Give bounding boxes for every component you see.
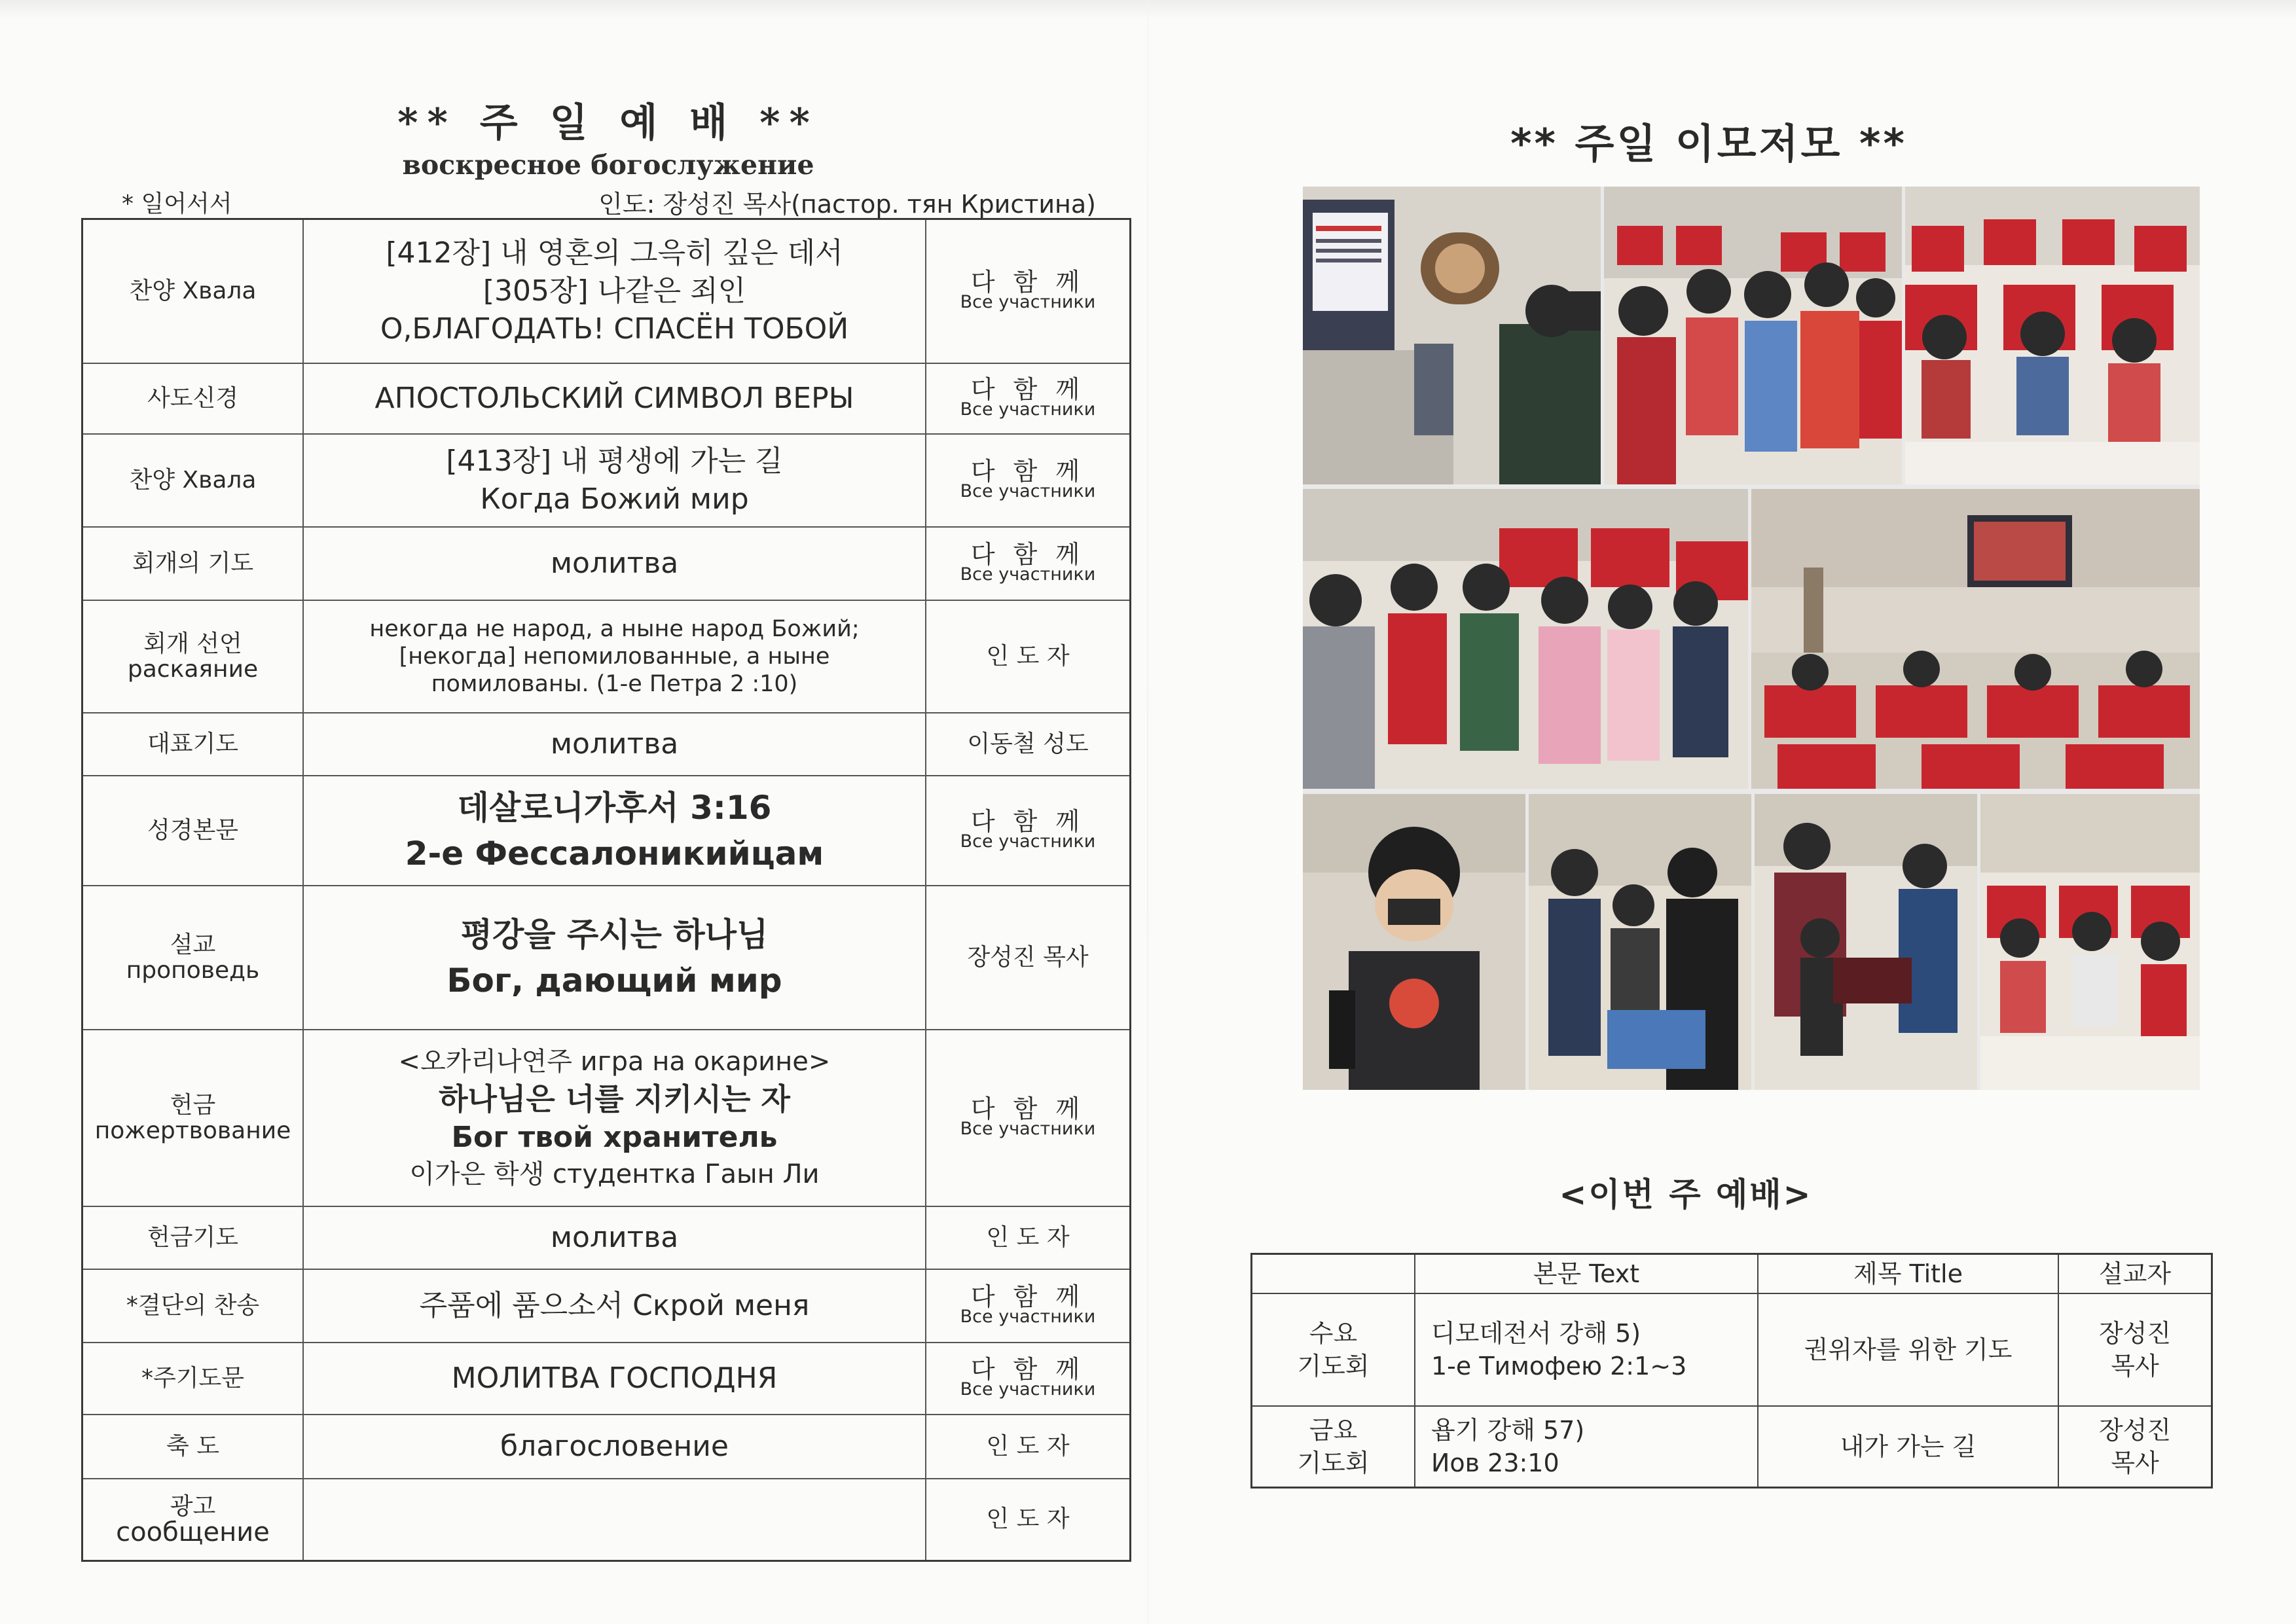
table-row bbox=[82, 600, 1131, 713]
header-cell: 본문 Text bbox=[1415, 1254, 1758, 1294]
table-row bbox=[82, 1343, 1131, 1415]
leader-cell: 인 도 자 bbox=[926, 1415, 1131, 1479]
leader-cell: 인 도 자 bbox=[926, 600, 1131, 713]
this-week-title: <이번 주 예배> bbox=[1559, 1176, 1813, 1214]
photo-kids-standing bbox=[1604, 187, 1902, 484]
part-cell: 헌금기도 bbox=[82, 1206, 304, 1269]
leader-cell: 장성진 목사 bbox=[926, 886, 1131, 1030]
preacher-cell: 장성진 목사 bbox=[2058, 1293, 2212, 1406]
content-cell: молитва bbox=[303, 527, 926, 600]
service-cell: 금요 기도회 bbox=[1252, 1406, 1415, 1487]
photo-boy-microphone bbox=[1303, 794, 1525, 1090]
photo-collage bbox=[1303, 187, 2200, 1090]
table-header-row bbox=[1252, 1254, 2212, 1294]
part-cell: 광고 сообщение bbox=[82, 1479, 304, 1561]
leader-note: 인도: 장성진 목사(пастор. тян Кристина) bbox=[598, 190, 1096, 219]
part-cell: 축 도 bbox=[82, 1415, 304, 1479]
header-cell bbox=[1252, 1254, 1415, 1294]
content-cell: АПОСТОЛЬСКИЙ СИМВОЛ ВЕРЫ bbox=[303, 363, 926, 434]
table-row bbox=[82, 219, 1131, 363]
leader-cell: 이동철 성도 bbox=[926, 713, 1131, 776]
photo-kids-seated bbox=[1905, 187, 2200, 484]
title-cell: 권위자를 위한 기도 bbox=[1758, 1293, 2058, 1406]
part-cell: 회개의 기도 bbox=[82, 527, 304, 600]
leader-cell: 다 함 께 Все участники bbox=[926, 363, 1131, 434]
table-row bbox=[1252, 1293, 2212, 1406]
leader-cell: 인 도 자 bbox=[926, 1206, 1131, 1269]
content-cell: молитва bbox=[303, 1206, 926, 1269]
leader-cell: 다 함 께 Все участники bbox=[926, 1343, 1131, 1415]
leader-cell: 인 도 자 bbox=[986, 1506, 1070, 1533]
table-row bbox=[1252, 1406, 2212, 1487]
table-row bbox=[82, 776, 1131, 886]
photo-offering-box bbox=[1529, 794, 1751, 1090]
leader-cell: 다 함 께 Все участники bbox=[926, 776, 1131, 886]
leader-cell: 다 함 께 Все участники bbox=[926, 527, 1131, 600]
content-cell: 주품에 품으소서 Скрой меня bbox=[303, 1269, 926, 1343]
stand-note: * 일어서서 bbox=[122, 190, 232, 217]
center-fold bbox=[1147, 0, 1148, 1624]
content-cell: 데살로니가후서 3:16 2-е Фессалоникийцам bbox=[303, 776, 926, 886]
header-cell: 설교자 bbox=[2058, 1254, 2212, 1294]
worship-subtitle: воскресное богослужение bbox=[402, 149, 814, 181]
table-row bbox=[82, 1206, 1131, 1269]
part-cell: 찬양 Хвала bbox=[82, 434, 304, 527]
table-row bbox=[82, 527, 1131, 600]
content-cell bbox=[303, 1479, 926, 1561]
photo-tv-room bbox=[1303, 187, 1601, 484]
content-cell: [412장] 내 영혼의 그윽히 깊은 데서 [305장] 나같은 죄인 О,БЛАГОДАТЬ! СПАСЁН ТОБОЙ bbox=[303, 219, 926, 363]
content-cell: некогда не народ, а ныне народ Божий; [некогда] непомилованные, а ныне помилованы. (1-е Петра 2 :10) bbox=[303, 600, 926, 713]
preacher-cell: 장성진 목사 bbox=[2058, 1406, 2212, 1487]
photo-watching-screen bbox=[1751, 489, 2200, 789]
photo-hand-motions bbox=[1303, 489, 1748, 789]
content-cell: 평강을 주시는 하나님 Бог, дающий мир bbox=[303, 886, 926, 1030]
photo-seated-audience bbox=[1980, 794, 2200, 1090]
photo-kids-with-box bbox=[1755, 794, 1977, 1090]
text-cell: 디모데전서 강해 5) 1-е Тимофею 2:1~3 bbox=[1415, 1293, 1758, 1406]
part-cell: *주기도문 bbox=[82, 1343, 304, 1415]
part-cell: *결단의 찬송 bbox=[82, 1269, 304, 1343]
weekly-services-table bbox=[1250, 1253, 2213, 1489]
part-cell: 대표기도 bbox=[82, 713, 304, 776]
table-row bbox=[82, 1269, 1131, 1343]
table-row bbox=[82, 434, 1131, 527]
news-title: ** 주일 이모저모 ** bbox=[1510, 120, 1907, 168]
leader-cell: 다 함 께 Все участники bbox=[926, 434, 1131, 527]
content-cell: <오카리나연주 игра на окарине> 하나님은 너를 지키시는 자 Бог твой хранитель 이가은 학생 студентка Гаын Ли bbox=[303, 1030, 926, 1206]
leader-cell: 다 함 께 Все участники bbox=[926, 1269, 1131, 1343]
content-cell: благословение bbox=[303, 1415, 926, 1479]
leader-cell: 다 함 께 Все участники bbox=[926, 219, 1131, 363]
part-cell: 찬양 Хвала bbox=[82, 219, 304, 363]
worship-title: ** 주 일 예 배 ** bbox=[397, 100, 819, 146]
table-row bbox=[82, 1030, 1131, 1206]
text-cell: 욥기 강해 57) Иов 23:10 bbox=[1415, 1406, 1758, 1487]
leader-cell: 다 함 께 Все участники bbox=[926, 1030, 1131, 1206]
table-row bbox=[82, 1479, 1131, 1561]
header-cell: 제목 Title bbox=[1758, 1254, 2058, 1294]
part-cell: 회개 선언 раскаяние bbox=[82, 600, 304, 713]
content-cell: МОЛИТВА ГОСПОДНЯ bbox=[303, 1343, 926, 1415]
part-cell: 성경본문 bbox=[82, 776, 304, 886]
title-cell: 내가 가는 길 bbox=[1758, 1406, 2058, 1487]
part-cell: 설교 проповедь bbox=[82, 886, 304, 1030]
order-of-service-table bbox=[81, 218, 1131, 1562]
part-cell: 사도신경 bbox=[82, 363, 304, 434]
table-row bbox=[82, 713, 1131, 776]
table-row bbox=[82, 363, 1131, 434]
part-cell: 헌금 пожертвование bbox=[82, 1030, 304, 1206]
service-cell: 수요 기도회 bbox=[1252, 1293, 1415, 1406]
content-cell: молитва bbox=[303, 713, 926, 776]
content-cell: [413장] 내 평생에 가는 길 Когда Божий мир bbox=[303, 434, 926, 527]
table-row bbox=[82, 1415, 1131, 1479]
table-row bbox=[82, 886, 1131, 1030]
